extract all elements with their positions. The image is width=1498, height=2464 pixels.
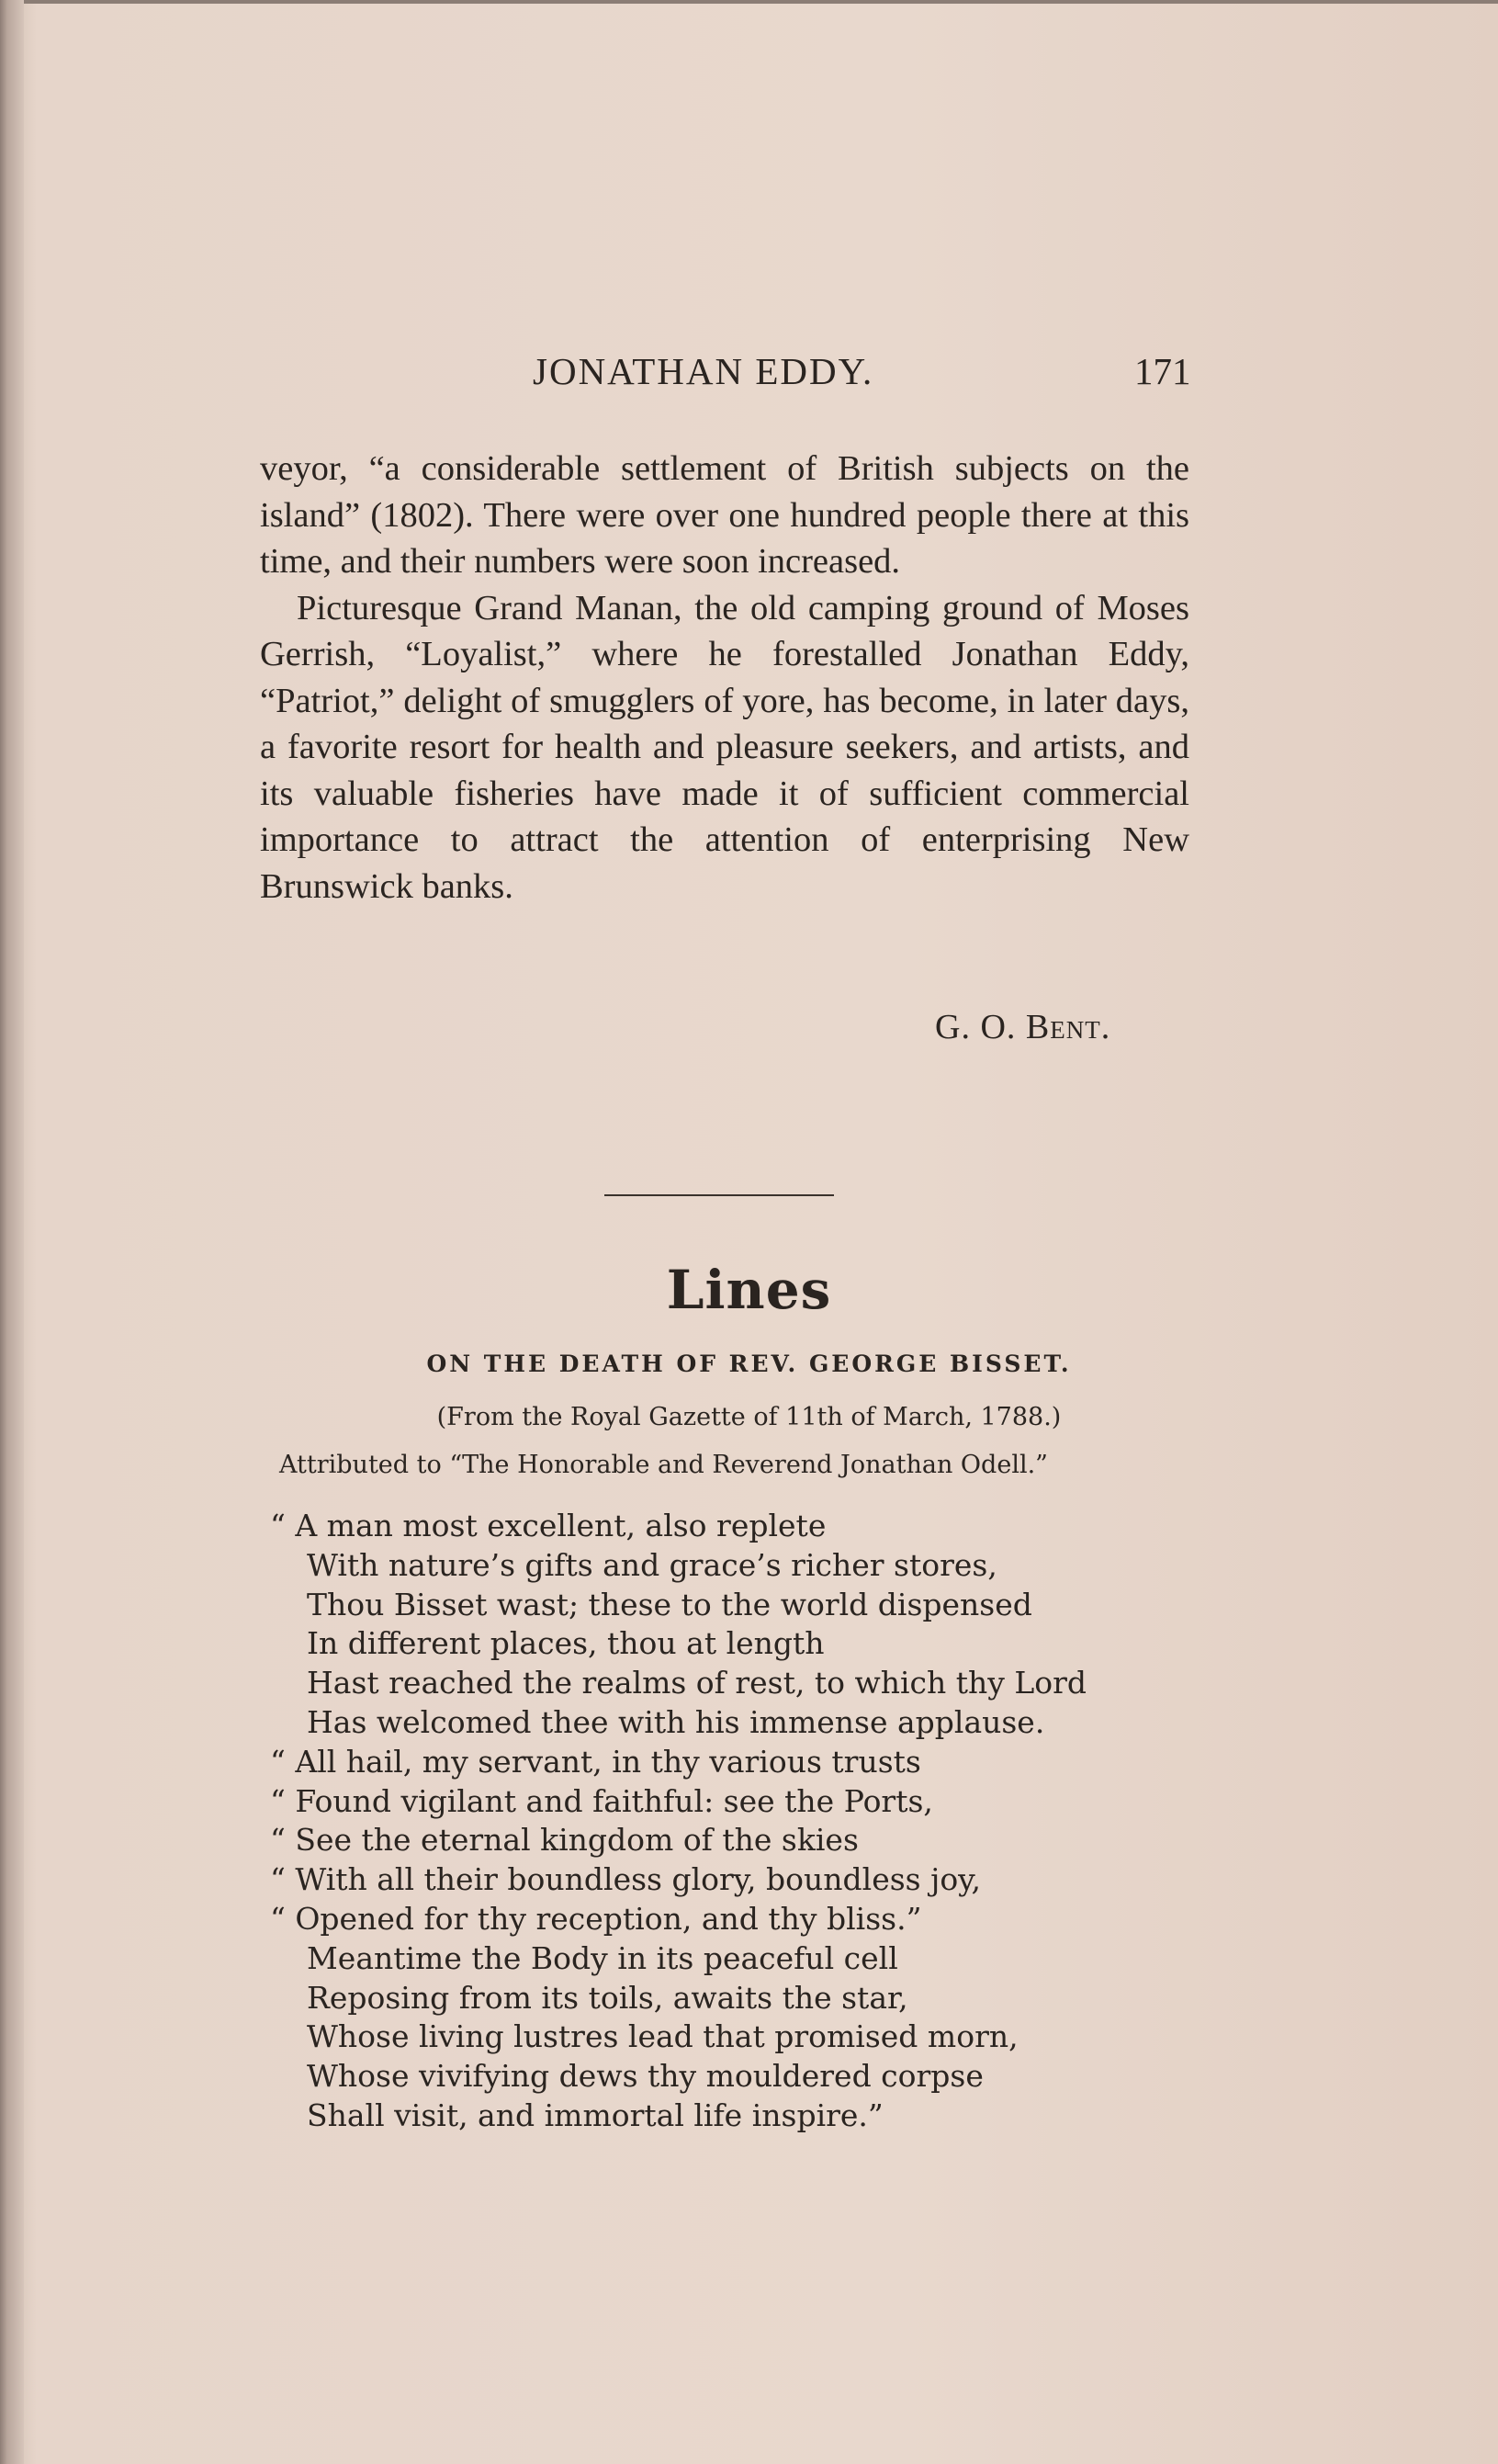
verse-line: With nature’s gifts and grace’s richer stores,: [307, 1546, 997, 1583]
paragraph: veyor, “a considerable settlement of British subjects on the island” (1802). There were over one hundred people there at this time, and their numbers were soon increased.: [260, 449, 1189, 581]
verse-line: Hast reached the realms of rest, to which thy Lord: [307, 1665, 1087, 1701]
page-top-edge: [0, 0, 1498, 4]
verse-line: “ A man most excellent, also replete: [270, 1508, 827, 1543]
running-title: JONATHAN EDDY.: [533, 350, 874, 392]
verse-line: Thou Bisset wast; these to the world dispensed: [307, 1586, 1032, 1622]
prose-body: [260, 446, 1189, 910]
verse-line: Reposing from its toils, awaits the star,: [307, 1979, 908, 2016]
poem-attribution: Attributed to “The Honorable and Reverend Jonathan Odell.”: [279, 1451, 1048, 1479]
author-signature: [935, 1007, 1110, 1047]
poem-verse: [272, 1507, 1087, 2136]
verse-line: Shall visit, and immortal life inspire.”: [307, 2097, 884, 2133]
signature-surname: Bent.: [1025, 1008, 1111, 1046]
verse-line: Whose living lustres lead that promised morn,: [307, 2018, 1019, 2055]
page-number: 171: [1134, 350, 1191, 392]
page-gutter-shadow: [0, 0, 24, 2464]
verse-line: Has welcomed thee with his immense applause.: [307, 1703, 1045, 1740]
verse-line: “ With all their boundless glory, boundless joy,: [270, 1861, 981, 1898]
verse-line: “ Opened for thy reception, and thy bliss.”: [270, 1900, 922, 1937]
verse-line: Whose vivifying dews thy mouldered corpse: [307, 2058, 984, 2095]
poem-title: Lines: [666, 1259, 832, 1321]
paragraph: Picturesque Grand Manan, the old camping ground of Moses Gerrish, “Loyalist,” where he forestalled Jonathan Eddy, “Patriot,” delight of smugglers of yore, has become, in later days, a favorite resort for health and pleasure seekers, and artists, and its valuable fisheries have made it of sufficient commercial importance to attract the attention of enterprising New Brunswick banks.: [260, 588, 1189, 906]
verse-line: “ Found vigilant and faithful: see the Ports,: [270, 1782, 933, 1819]
poem-subtitle: ON THE DEATH OF REV. GEORGE BISSET.: [426, 1351, 1072, 1377]
verse-line: “ All hail, my servant, in thy various trusts: [270, 1743, 921, 1780]
verse-line: “ See the eternal kingdom of the skies: [270, 1822, 859, 1859]
poem-source: (From the Royal Gazette of 11th of March, 1788.): [436, 1403, 1062, 1431]
verse-line: Meantime the Body in its peaceful cell: [307, 1939, 898, 1976]
signature-initials: G. O.: [935, 1008, 1026, 1046]
section-divider: [604, 1194, 834, 1196]
verse-line: In different places, thou at length: [307, 1625, 825, 1662]
